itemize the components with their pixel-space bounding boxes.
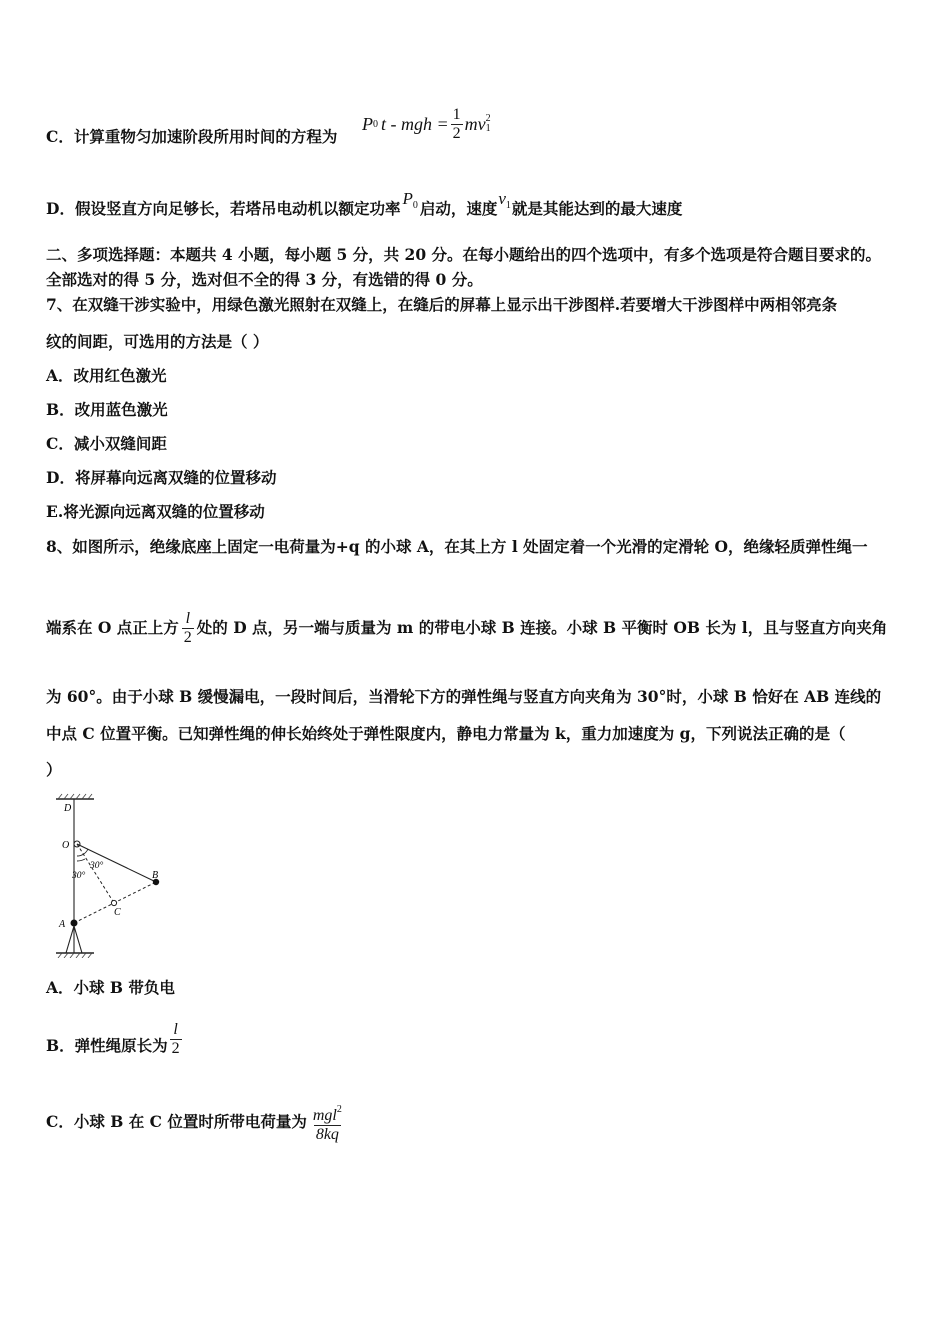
q8-figure <box>50 793 170 958</box>
q6-option-c-equation: P 0 t - mgh = $\frac{1}{2}$ mv 2 1 <box>362 105 491 142</box>
q8-stem-line2: 端系在 O 点正上方 $\frac{l}{2}$ 处的 D 点，另一端与质量为 m 的带电小球 B 连接。小球 B 平衡时 OB 长为 l，且与竖直方向夹角 <box>46 609 888 646</box>
q7-option-e: E.将光源向远离双缝的位置移动 <box>46 502 265 521</box>
q7-option-a: A．改用红色激光 <box>46 366 167 385</box>
q6-option-d: D．假设竖直方向足够长，若塔吊电动机以额定功率$P_0$ 启动，速度$v_1$就是其能达到的最大速度 <box>46 189 683 218</box>
q8-option-b: B．弹性绳原长为 $\frac{l}{2}$ <box>46 1021 180 1057</box>
stand-right <box>74 926 82 953</box>
angle-arc-1 <box>77 849 88 856</box>
v1-symbol: $v_1$ <box>498 189 511 211</box>
q7-option-d: D．将屏幕向远离双缝的位置移动 <box>46 468 277 487</box>
point-c <box>111 900 116 905</box>
q8-stem-line5: ） <box>46 760 62 779</box>
q7-option-c: C．减小双缝间距 <box>46 434 167 453</box>
l-over-2-fraction: $\frac{l}{2}$ <box>183 609 192 646</box>
q8-stem-line4: 中点 C 位置平衡。已知弹性绳的伸长始终处于弹性限度内，静电力常量为 k，重力加速度为 g，下列说法正确的是（ <box>46 724 846 743</box>
label-o: O <box>62 840 70 851</box>
l-over-2-fraction-b: $\frac{l}{2}$ <box>171 1021 180 1057</box>
stand-left <box>66 926 74 953</box>
label-angle-1: 30° <box>90 861 104 871</box>
label-c: C <box>114 907 121 918</box>
q8-option-c: C．小球 B 在 C 位置时所带电荷量为 $\frac{mgl^2}{8kq}$ <box>46 1096 344 1148</box>
label-angle-2: 30° <box>72 871 86 881</box>
q8-option-a: A．小球 B 带负电 <box>46 978 175 997</box>
q6-option-c-text: C．计算重物匀加速阶段所用时间的方程为 <box>46 127 338 146</box>
label-d: D <box>64 803 72 814</box>
q8-stem-line1: 8、如图所示，绝缘底座上固定一电荷量为+q 的小球 A，在其上方 l 处固定着一个光滑的定滑轮 O，绝缘轻质弹性绳一 <box>46 537 868 556</box>
half-fraction: $\frac{1}{2}$ <box>452 105 461 142</box>
section2-heading-line2: 全部选对的得 5 分，选对但不全的得 3 分，有选错的得 0 分。 <box>46 270 483 289</box>
q7-stem-line2: 纹的间距，可选用的方法是（ ） <box>46 332 269 351</box>
charge-fraction: $\frac{mgl^2}{8kq}$ <box>312 1103 342 1143</box>
q6-option-c <box>46 127 337 147</box>
q8-stem-line3: 为 60°。由于小球 B 缓慢漏电，一段时间后，当滑轮下方的弹性绳与竖直方向夹角为 30°时，小球 B 恰好在 AB 连线的 <box>46 687 882 706</box>
p0-symbol: $P_0$ <box>402 189 418 211</box>
section2-heading-line1: 二、多项选择题：本题共 4 小题，每小题 5 分，共 20 分。在每小题给出的四个选项中，有多个选项是符合题目要求的。 <box>46 245 882 264</box>
angle-arc-2 <box>77 859 85 861</box>
q7-stem-line1: 7、在双缝干涉实验中，用绿色激光照射在双缝上，在缝后的屏幕上显示出干涉图样.若要增大干涉图样中两相邻亮条 <box>46 295 838 314</box>
q7-option-b: B．改用蓝色激光 <box>46 400 168 419</box>
label-b: B <box>152 870 159 881</box>
label-a: A <box>59 919 66 930</box>
ball-a <box>71 920 78 927</box>
